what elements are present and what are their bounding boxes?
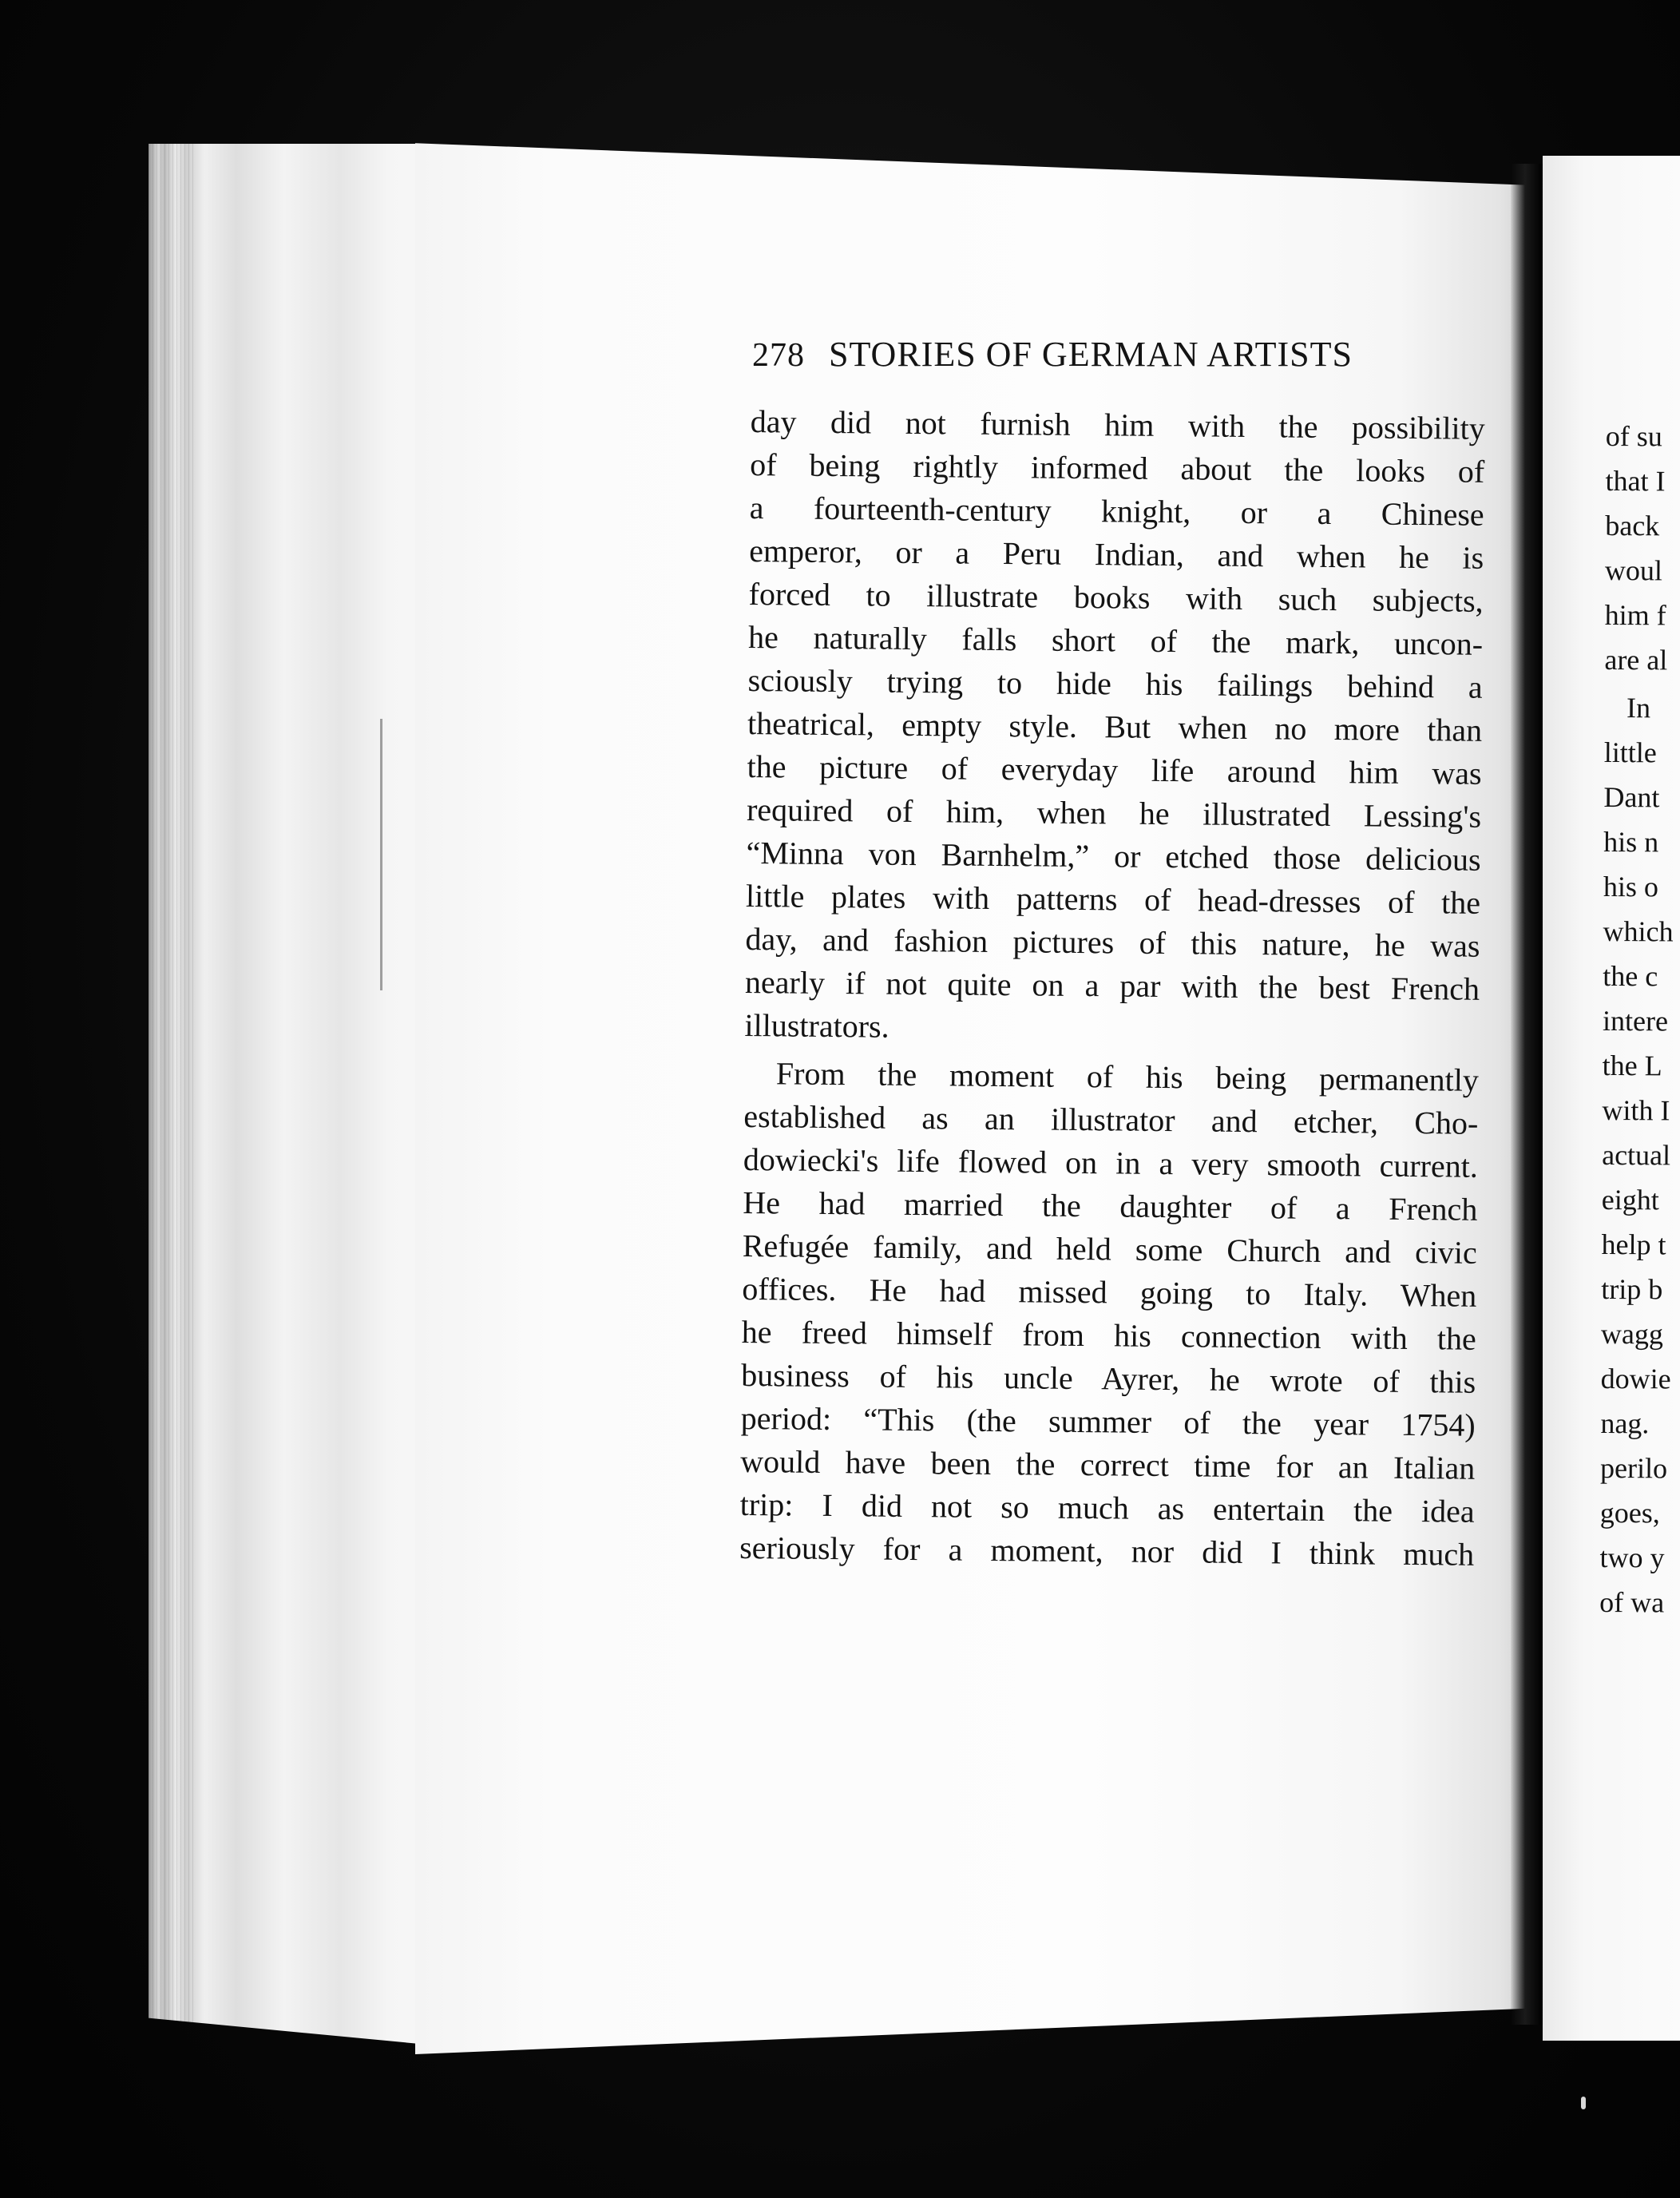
text-fragment: of wa (1599, 1585, 1665, 1619)
text-line: trip: I did not so much as entertain the idea (739, 1486, 1475, 1529)
text-fragment: dowie (1600, 1362, 1671, 1395)
text-fragment: woul (1604, 553, 1663, 587)
text-line: required of him, when he illustrated Lessing's (746, 791, 1482, 835)
text-fragment: the c (1603, 959, 1658, 993)
text-fragment: him f (1604, 598, 1666, 632)
text-fragment: trip b (1601, 1272, 1663, 1306)
text-fragment: two y (1599, 1541, 1665, 1574)
text-line: little plates with patterns of head-dresses of the (745, 877, 1481, 921)
text-line: day did not furnish him with the possibility (750, 403, 1485, 446)
text-line: offices. He had missed going to Italy. When (742, 1270, 1477, 1314)
text-fragment: back (1605, 509, 1660, 542)
text-fragment: perilo (1599, 1451, 1668, 1485)
text-line: seriously for a moment, nor did I think much (739, 1529, 1475, 1573)
text-line: would have been the correct time for an Italian (740, 1442, 1476, 1486)
text-fragment: In (1626, 692, 1651, 724)
text-line: he freed himself from his connection with the (741, 1313, 1476, 1357)
text-fragment: the L (1602, 1049, 1662, 1082)
dust-speck (1581, 2097, 1586, 2109)
text-fragment: that I (1605, 464, 1666, 498)
text-line: He had married the daughter of a French (743, 1184, 1478, 1228)
running-title: STORIES OF GERMAN ARTISTS (829, 335, 1353, 374)
text-line: period: “This (the summer of the year 1754) (740, 1399, 1476, 1443)
text-line: Refugée family, and held some Church and civic (742, 1227, 1478, 1271)
text-fragment: Dant (1603, 780, 1660, 814)
text-line: business of his uncle Ayrer, he wrote of this (741, 1356, 1476, 1400)
text-line: theatrical, empty style. But when no more than (747, 704, 1483, 748)
text-line: dowiecki's life flowed on in a very smooth current. (743, 1141, 1479, 1184)
text-line: emperor, or a Peru Indian, and when he is (748, 532, 1484, 576)
text-fragment: with I (1602, 1093, 1670, 1127)
text-line: illustrators. (744, 1006, 890, 1045)
text-line: sciously trying to hide his failings behind a (747, 661, 1483, 705)
text-fragment: wagg (1600, 1317, 1664, 1351)
text-line: forced to illustrate books with such subjects, (748, 575, 1484, 619)
text-line: From the moment of his being permanently (775, 1055, 1480, 1098)
text-fragment: intere (1602, 1004, 1669, 1038)
text-line: day, and fashion pictures of this nature, he was (745, 920, 1480, 964)
text-line: of being rightly informed about the looks of (750, 446, 1485, 490)
book-gutter (1511, 164, 1543, 2025)
text-fragment: of su (1605, 419, 1662, 453)
text-line: he naturally falls short of the mark, uncon- (747, 618, 1484, 662)
text-line: established as an illustrator and etcher, Cho- (743, 1097, 1479, 1141)
text-fragment: actual (1602, 1138, 1671, 1172)
page-edge-stack (149, 144, 428, 2045)
page-number: 278 (752, 337, 805, 374)
text-fragment: his n (1603, 825, 1659, 859)
text-fragment: nag. (1600, 1406, 1650, 1440)
text-fragment: are al (1604, 643, 1668, 676)
text-fragment: eight (1601, 1183, 1659, 1216)
text-line: “Minna von Barnhelm,” or etched those delicious (746, 834, 1481, 878)
text-fragment: help t (1601, 1228, 1666, 1261)
text-line: a fourteenth-century knight, or a Chinese (749, 489, 1484, 533)
text-fragment: little (1603, 736, 1657, 769)
text-line: the picture of everyday life around him was (747, 748, 1482, 792)
text-line: nearly if not quite on a par with the best French (744, 963, 1480, 1007)
text-fragment: which (1603, 915, 1674, 948)
text-fragment: his o (1603, 870, 1659, 903)
running-header (752, 334, 1353, 375)
text-fragment: goes, (1599, 1496, 1660, 1529)
